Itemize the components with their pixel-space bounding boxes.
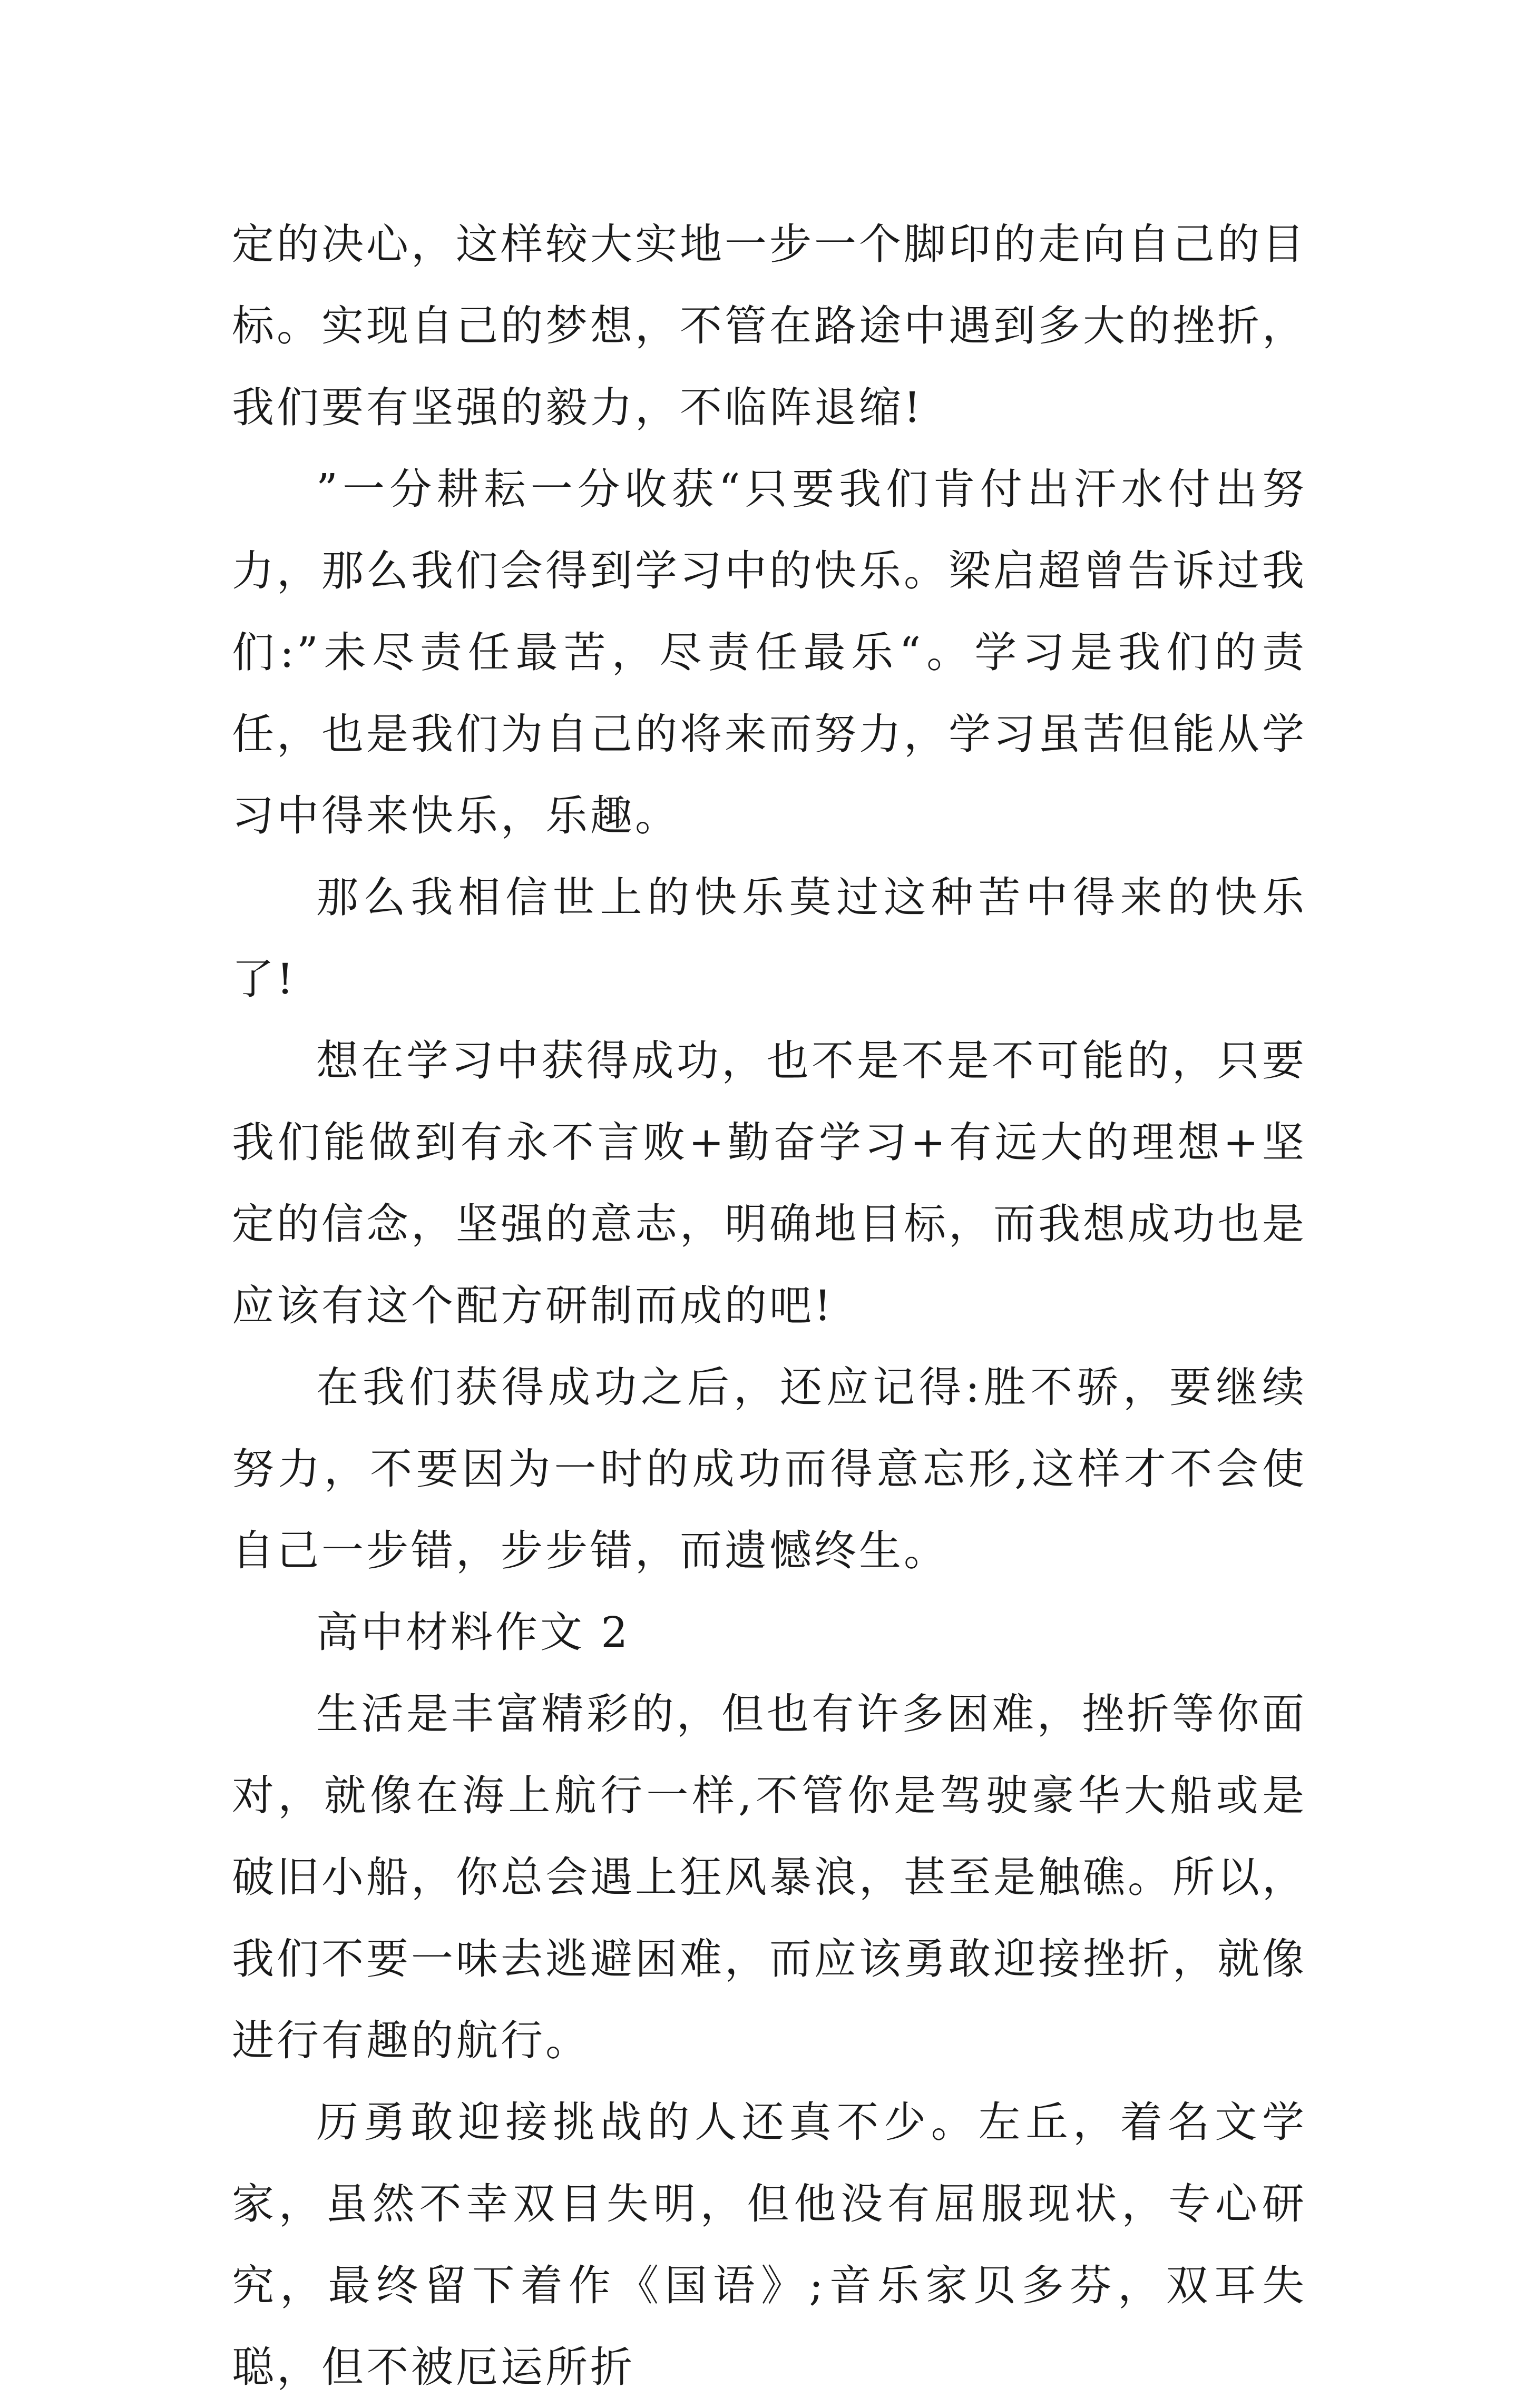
paragraph-4: 想在学习中获得成功，也不是不是不可能的，只要我们能做到有永不言败+勤奋学习+有远大的理想+坚定的信念，坚强的意志，明确地目标，而我想成功也是应该有这个配方研制而成的吧! [232,1036,1307,1330]
section-heading: 高中材料作文 2 [316,1608,631,1657]
paragraph-5: 在我们获得成功之后，还应记得:胜不骄，要继续努力，不要因为一时的成功而得意忘形,这样才不会使自己一步错，步步错，而遗憾终生。 [232,1363,1307,1575]
paragraph-1: 定的决心，这样较大实地一步一个脚印的走向自己的目标。实现自己的梦想，不管在路途中遇到多大的挫折，我们要有坚强的毅力，不临阵退缩! [232,220,1307,432]
paragraph-2: ”一分耕耘一分收获“只要我们肯付出汗水付出努力，那么我们会得到学习中的快乐。梁启超曾告诉过我们:”未尽责任最苦，尽责任最乐“。学习是我们的责任，也是我们为自己的将来而努力，学习虽苦但能从学习中得来快乐，乐趣。 [232,465,1307,840]
paragraph-3: 那么我相信世上的快乐莫过这种苦中得来的快乐了! [232,873,1307,1004]
paragraph-7: 历勇敢迎接挑战的人还真不少。左丘，着名文学家，虽然不幸双目失明，但他没有屈服现状，专心研究，最终留下着作《国语》;音乐家贝多芬，双耳失聪，但不被厄运所折 [232,2098,1307,2392]
paragraph-6: 生活是丰富精彩的，但也有许多困难，挫折等你面对，就像在海上航行一样,不管你是驾驶豪华大船或是破旧小船，你总会遇上狂风暴浪，甚至是触礁。所以，我们不要一味去逃避困难，而应该勇敢迎接挫折，就像进行有趣的航行。 [232,1689,1307,2065]
document-body [232,203,1307,2408]
